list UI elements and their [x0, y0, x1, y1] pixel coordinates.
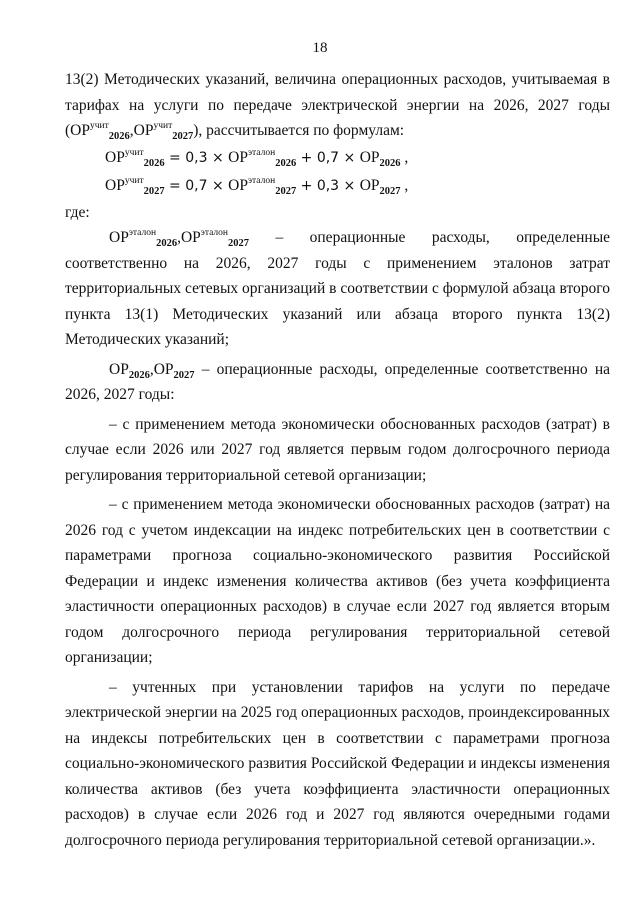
- where-label: где:: [65, 203, 90, 221]
- definition-etalon: $ОР^{эталон}_{2026},ОР^{эталон}_{2027}$ – операционные расходы, определенные соответственно на 2026, 2027 годы с применением эталонов затрат территориальных сетевых организаций в соответствии с формулой абзаца второго пункта 13(1) Методических указаний или абзаца второго пункта 13(2) Методических указаний;: [65, 228, 610, 348]
- list-item: – с применением метода экономически обоснованных расходов (затрат) на 2026 год с учетом индексации на индекс потребительских цен в соответствии с параметрами прогноза социально-экономического развития Российской Федерации и индекс изменения количества активов (без учета коэффициента эластичности операционных расходов) в случае если 2027 год является вторым годом долгосрочного периода регулирования территориальной сетевой организации;: [65, 496, 610, 666]
- page-number: 18: [312, 40, 328, 56]
- formula-2026: $ОР^{учит}_{2026} = 0,3 \times ОР^{эталон}_{2026} + 0,7 \times ОР_{2026}$ ,: [105, 147, 409, 169]
- document-body: [65, 67, 610, 853]
- intro-text: 13(2) Методических указаний, величина операционных расходов, учитываемая в тарифах на услуги по передаче электрической энергии на 2026, 2027 годы: [65, 71, 610, 114]
- formula-2027: $ОР^{учит}_{2027} = 0,7 \times ОР^{эталон}_{2027} + 0,3 \times ОР_{2027}$ ,: [105, 175, 409, 197]
- intro-paragraph: 13(2) Методических указаний, величина операционных расходов, учитываемая в тарифах на услуги по передаче электрической энергии на 2026, 2027 годы $(ОР^{учит}_{2026},ОР^{учит}_{2027})$, рассчитывается по формулам:: [65, 71, 610, 142]
- list-item: – учтенных при установлении тарифов на услуги по передаче электрической энергии на 2025 год операционных расходов, проиндексированных на индексы потребительских цен в соответствии с параметрами прогноза социально-экономического развития Российской Федерации и индексы изменения количества активов (без учета коэффициента эластичности операционных расходов) в случае если 2026 год и 2027 год являются очередными годами долгосрочного периода регулирования территориальной сетевой организации.».: [65, 678, 610, 849]
- list-item: – с применением метода экономически обоснованных расходов (затрат) в случае если 2026 или 2027 год является первым годом долгосрочного периода регулирования территориальной сетевой организации;: [65, 415, 610, 484]
- definition-op: $ОР_{2026},ОР_{2027}$ – операционные расходы, определенные соответственно на 2026, 2027 годы:: [65, 360, 610, 403]
